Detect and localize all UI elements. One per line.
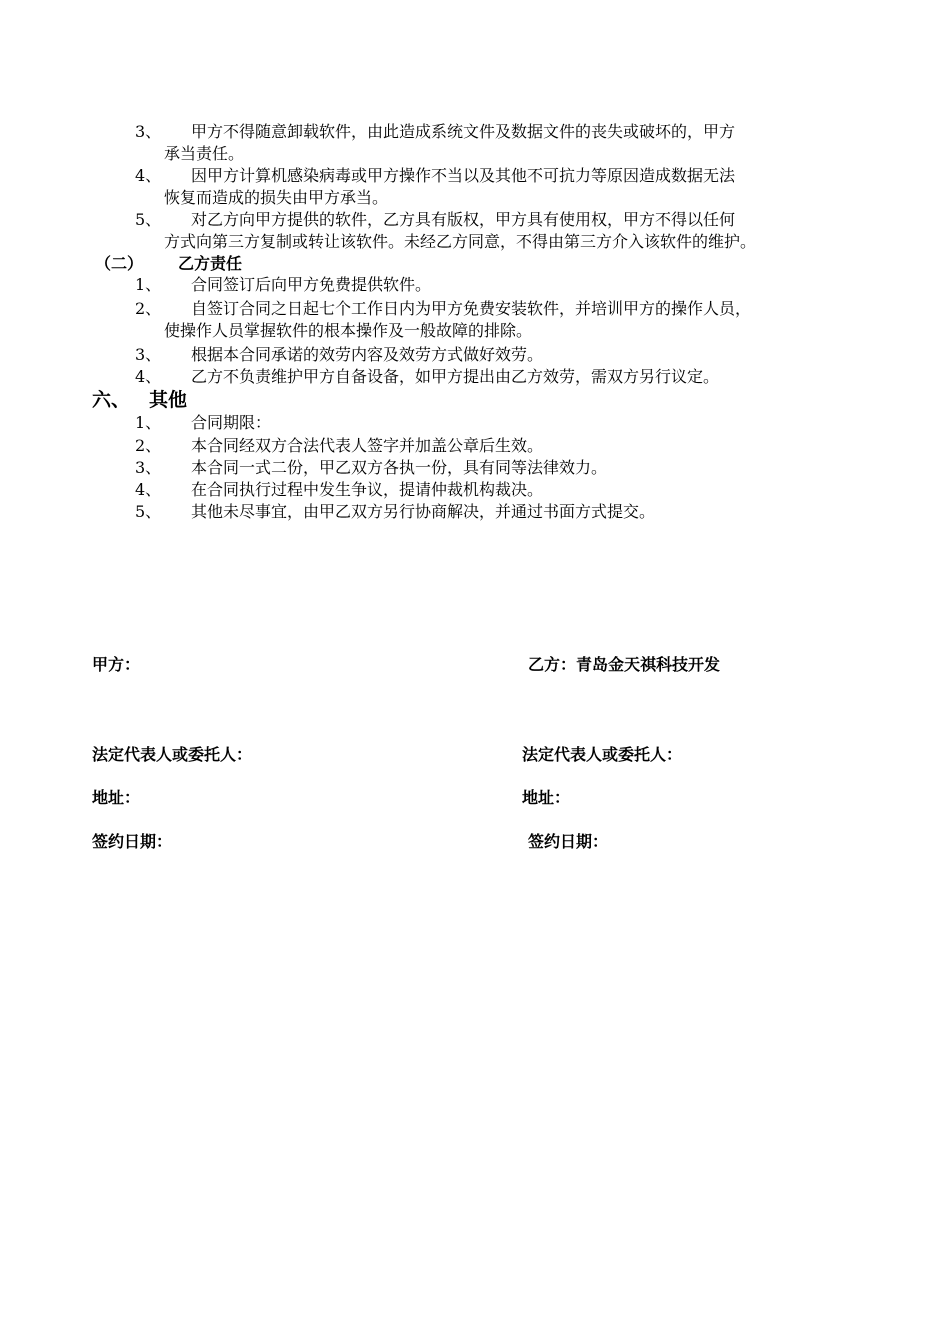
- list-item-number: 5、: [135, 210, 162, 229]
- list-item-text: 因甲方计算机感染病毒或甲方操作不当以及其他不可抗力等原因造成数据无法: [191, 166, 736, 185]
- list-item-number: 2、: [135, 436, 162, 455]
- list-item-text: 在合同执行过程中发生争议，提请仲裁机构裁决。: [191, 480, 544, 499]
- party-a-label: 甲方：: [92, 655, 141, 674]
- list-item-text: 本合同经双方合法代表人签字并加盖公章后生效。: [191, 436, 544, 455]
- list-item-text: 方式向第三方复制或转让该软件。未经乙方同意，不得由第三方介入该软件的维护。: [164, 232, 757, 251]
- subsection-number: （二）: [95, 254, 144, 273]
- list-item-text: 合同签订后向甲方免费提供软件。: [191, 275, 432, 294]
- party-b-label: 乙方：青岛金天祺科技开发: [528, 655, 721, 674]
- list-item-number: 4、: [135, 480, 162, 499]
- list-item-text: 合同期限：: [191, 413, 272, 432]
- list-item-text: 使操作人员掌握软件的根本操作及一般故障的排除。: [164, 321, 533, 340]
- party-a-representative-label: 法定代表人或委托人：: [92, 745, 253, 764]
- list-item-text: 根据本合同承诺的效劳内容及效劳方式做好效劳。: [191, 345, 544, 364]
- party-b-address-label: 地址：: [522, 788, 571, 807]
- list-item-text: 乙方不负责维护甲方自备设备，如甲方提出由乙方效劳，需双方另行议定。: [191, 367, 720, 386]
- party-b-signing-date-label: 签约日期：: [528, 832, 609, 851]
- list-item-text: 自签订合同之日起七个工作日内为甲方免费安装软件，并培训甲方的操作人员，: [191, 299, 752, 318]
- subsection-title: 乙方责任: [178, 254, 243, 273]
- list-item-number: 1、: [135, 413, 162, 432]
- section-number: 六、: [92, 389, 131, 411]
- list-item-text: 甲方不得随意卸载软件，由此造成系统文件及数据文件的丧失或破坏的，甲方: [191, 122, 736, 141]
- list-item-number: 3、: [135, 345, 162, 364]
- party-a-signing-date-label: 签约日期：: [92, 832, 173, 851]
- list-item-number: 5、: [135, 502, 162, 521]
- list-item-number: 2、: [135, 299, 162, 318]
- list-item-text: 其他未尽事宜，由甲乙双方另行协商解决，并通过书面方式提交。: [191, 502, 656, 521]
- section-title: 其他: [149, 389, 188, 411]
- list-item-number: 1、: [135, 275, 162, 294]
- list-item-text: 恢复而造成的损失由甲方承当。: [164, 188, 389, 207]
- list-item-number: 3、: [135, 122, 162, 141]
- party-a-address-label: 地址：: [92, 788, 141, 807]
- list-item-text: 对乙方向甲方提供的软件，乙方具有版权，甲方具有使用权，甲方不得以任何: [191, 210, 736, 229]
- list-item-text: 承当责任。: [164, 144, 245, 163]
- list-item-number: 4、: [135, 367, 162, 386]
- list-item-number: 4、: [135, 166, 162, 185]
- list-item-text: 本合同一式二份，甲乙双方各执一份，具有同等法律效力。: [191, 458, 608, 477]
- party-b-representative-label: 法定代表人或委托人：: [522, 745, 683, 764]
- list-item-number: 3、: [135, 458, 162, 477]
